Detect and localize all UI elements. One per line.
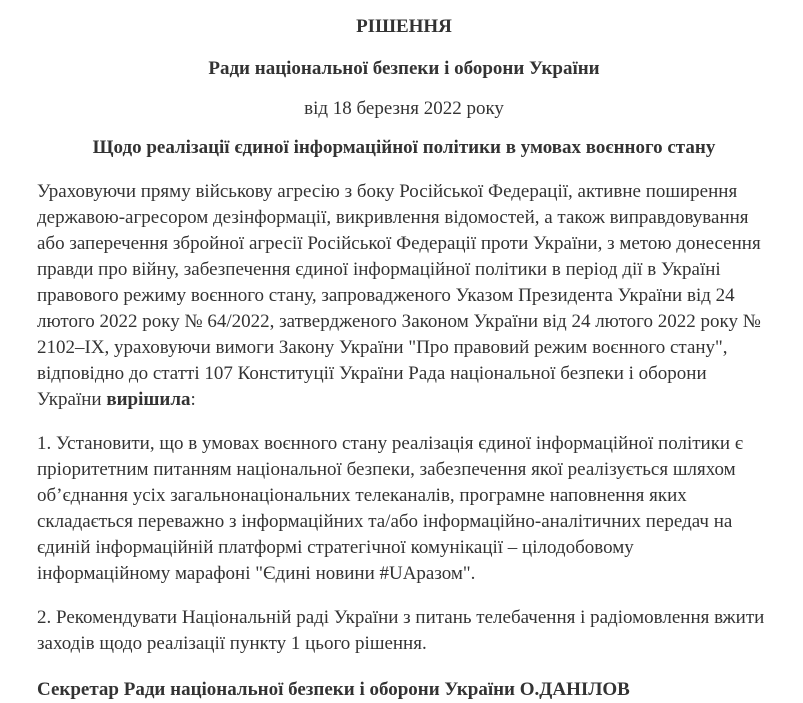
preamble-paragraph [37, 179, 771, 413]
document-title: РІШЕННЯ [356, 16, 452, 37]
preamble-text: Ураховуючи пряму військову агресію з боку Російської Федерації, активне поширення державою-агресором дезінформації, викривлення відомостей, а також виправдовування або заперечення збройної агресії Російської Федерації проти України, з метою донесення правди про війну, забезпечення єдиної інформаційної політики в період дії в Україні правового режиму воєнного стану, запровадженого Указом Президента України від 24 лютого 2022 року № 64/2022, затвердженого Законом України від 24 лютого 2022 року № 2102–IX, ураховуючи вимоги Закону України "Про правовий режим воєнного стану", відповідно до статті 107 Конституції України Рада національної безпеки і оборони України [37, 181, 761, 410]
document-org-line: Ради національної безпеки і оборони України [208, 58, 600, 79]
document-subject-line: Щодо реалізації єдиної інформаційної політики в умовах воєнного стану [92, 137, 716, 158]
signature-line: Секретар Ради національної безпеки і оборони України О.ДАНІЛОВ [37, 679, 630, 700]
decision-item-1: 1. Установити, що в умовах воєнного стану реалізація єдиної інформаційної політики є пріоритетним питанням національної безпеки, забезпечення якої реалізується шляхом об’єднання усіх загальнонаціональних телеканалів, програмне наповнення яких складається переважно з інформаційних та/або інформаційно-аналітичних передач на єдиній інформаційній платформі стратегічної комунікації – цілодобовому інформаційному марафоні "Єдині новини #UAразом". [37, 433, 743, 584]
preamble-colon: : [190, 389, 196, 410]
decision-word: вирішила [106, 389, 191, 410]
document-date-line: від 18 березня 2022 року [304, 98, 504, 119]
decision-item-2: 2. Рекомендувати Національній раді України з питань телебачення і радіомовлення вжити заходів щодо реалізації пункту 1 цього рішення. [37, 607, 765, 654]
